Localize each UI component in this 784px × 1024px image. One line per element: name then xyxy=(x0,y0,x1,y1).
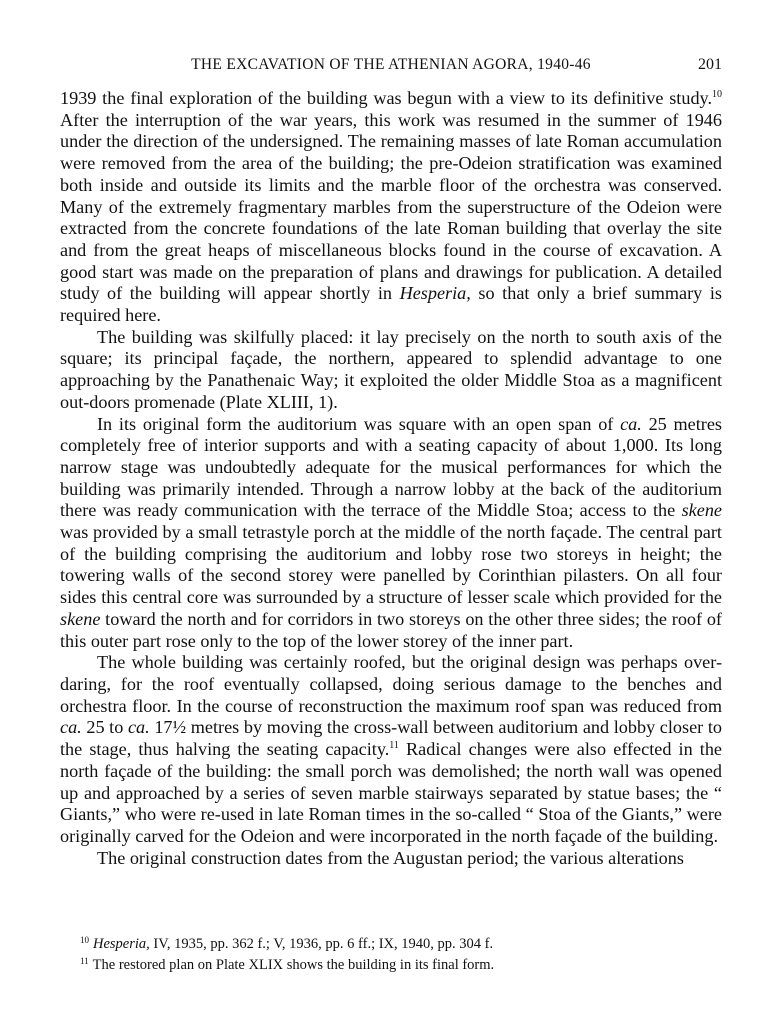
italic-text: skene xyxy=(60,608,101,629)
body-text xyxy=(60,88,722,869)
page-header xyxy=(60,56,722,80)
text-run: The whole building was certainly roofed, but the original design was perhaps over-daring, for the roof eventually collapsed, doing serious damage to the benches and orchestra floor. In the course of reconstruction the maximum roof span was reduced from xyxy=(60,652,722,716)
text-run: toward the north and for corridors in two storeys on the other three sides; the roof of this outer part rose only to the top of the lower storey of the inner part. xyxy=(60,608,722,651)
italic-text: ca. xyxy=(127,717,150,738)
paragraph xyxy=(60,414,722,653)
text-run: 1939 the final exploration of the building was begun with a view to its definitive study. xyxy=(60,88,712,108)
italic-text: Hesperia, xyxy=(93,936,150,952)
paragraph xyxy=(60,652,722,847)
footnote xyxy=(80,932,680,953)
page-number: 201 xyxy=(698,56,722,73)
text-run: In its original form the auditorium was square with an open span of xyxy=(97,413,621,434)
paragraph xyxy=(60,88,722,327)
footnote-mark: 11 xyxy=(80,956,89,966)
text-run: The original construction dates from the Augustan period; the various alterations xyxy=(97,847,684,868)
text-run: 25 to xyxy=(81,717,128,738)
text-run: was provided by a small tetrastyle porch at the middle of the north façade. The central part of the building comprising the auditorium and lobby rose two storeys in height; the towering walls of the second storey were panelled by Corinthian pilasters. On all four sides this central core was surrounded by a structure of lesser scale which provided for the xyxy=(60,522,722,608)
running-title: THE EXCAVATION OF THE ATHENIAN AGORA, 1940-46 xyxy=(191,56,591,73)
text-run: The building was skilfully placed: it lay precisely on the north to south axis of the square; its principal façade, the northern, appeared to splendid advantage to one approaching by the Panathenaic Way; it exploited the older Middle Stoa as a magnificent out-doors promenade (Plate XLIII, 1). xyxy=(60,326,722,412)
text-run: 17½ metres by moving the cross-wall between auditorium and lobby closer to the stage, thus halving the seating capacity. xyxy=(60,717,723,760)
text-run: After the interruption of the war years, this work was resumed in the summer of 1946 under the direction of the undersigned. The remaining masses of late Roman accumulation were removed from the area of the building; the pre-Odeion stratification was examined both inside and outside its limits and the marble floor of the orchestra was conserved. Many of the extremely fragmentary marbles from the superstructure of the Odeion were extracted from the concrete foundations of the late Roman building that overlay the site and from the great heaps of miscellaneous blocks found in the course of excavation. A good start was made on the preparation of plans and drawings for publication. A detailed study of the building will appear shortly in xyxy=(60,109,722,304)
italic-text: ca. xyxy=(60,717,82,738)
text-run: The restored plan on Plate XLIX shows the building in its final form. xyxy=(92,957,495,973)
footnote xyxy=(80,953,680,974)
text-run: IV, 1935, pp. 362 f.; V, 1936, pp. 6 ff.; IX, 1940, pp. 304 f. xyxy=(149,936,494,952)
paragraph xyxy=(60,848,722,870)
footnote-reference: 10 xyxy=(712,89,722,100)
footnote-reference: 11 xyxy=(389,740,399,752)
italic-text: skene xyxy=(681,500,722,521)
text-run: 25 metres completely free of interior supports and with a seating capacity of about 1,000. Its long narrow stage was undoubtedly adequate for the musical performances for which the building was primarily intended. Through a narrow lobby at the back of the auditorium there was ready communication with the terrace of the Middle Stoa; access to the xyxy=(60,413,722,521)
paragraph xyxy=(60,327,722,414)
italic-text: Hesperia, xyxy=(399,283,471,304)
footnote-mark: 10 xyxy=(80,935,89,945)
text-run: so that only a brief summary is required here. xyxy=(60,283,722,326)
text-run: Radical changes were also effected in the north façade of the building: the small porch was demolished; the north wall was opened up and approached by a series of seven marble stairways separated by statue bases; the “ Giants,” who were re-used in late Roman times in the so-called “ Stoa of the Giants,” were originally carved for the Odeion and were incorporated in the north façade of the building. xyxy=(60,739,722,846)
footnotes xyxy=(80,932,680,974)
italic-text: ca. xyxy=(620,413,642,434)
